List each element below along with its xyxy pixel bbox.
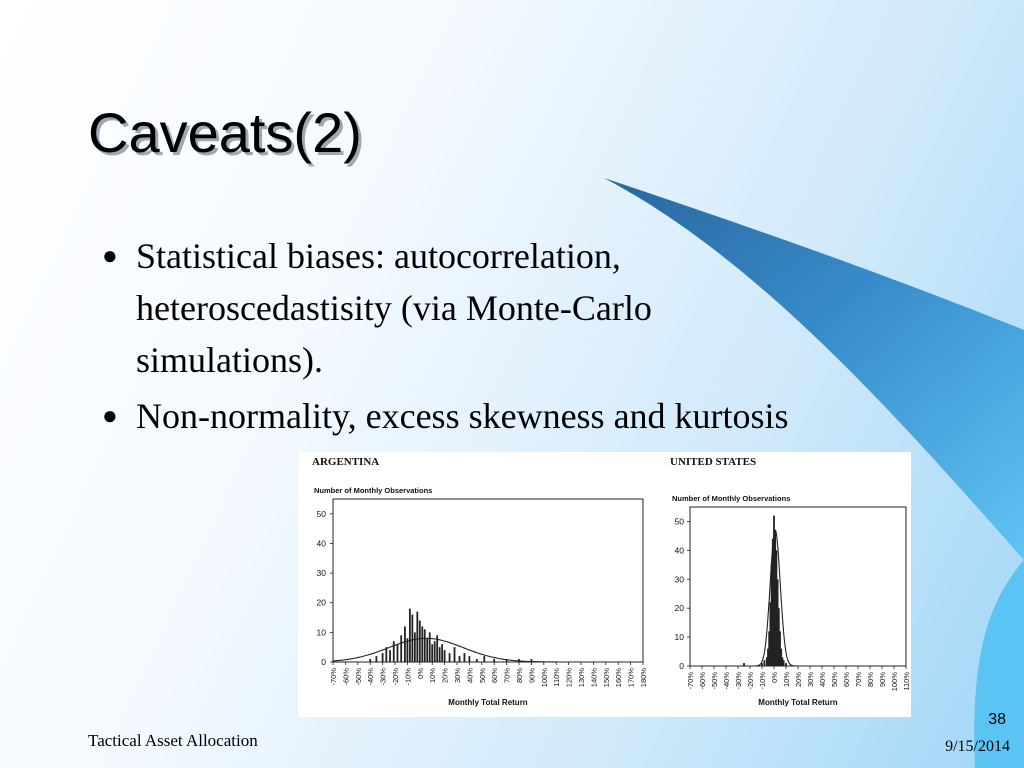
argentina-x-tick-label: -40% (366, 668, 376, 686)
united-states-x-tick-label: -20% (746, 672, 755, 690)
argentina-x-tick-label: 60% (490, 668, 500, 684)
argentina-histogram-bar (382, 653, 384, 662)
bullet-text: Statistical biases: autocorrelation, heteroscedastisity (via Monte-Carlo simulations). (136, 236, 652, 380)
bullet-list (100, 230, 1000, 446)
united-states-x-tick-label: 100% (890, 672, 899, 692)
united-states-x-tick-label: 70% (854, 672, 863, 688)
footer-date: 9/15/2014 (945, 738, 1010, 755)
argentina-histogram-bar (369, 659, 371, 662)
argentina-y-tick-label: 10 (316, 627, 326, 638)
argentina-histogram-bar (459, 656, 461, 662)
argentina-y-tick-label: 40 (316, 538, 326, 549)
argentina-histogram-bar (434, 641, 436, 662)
argentina-y-axis-label: Number of Monthly Observations (314, 486, 433, 495)
argentina-plot-frame (333, 499, 643, 662)
argentina-histogram-bar (441, 644, 443, 662)
slide-title: Caveats(2) (88, 101, 362, 164)
argentina-histogram-bar (439, 647, 441, 662)
argentina-x-tick-label: -60% (341, 668, 351, 686)
argentina-histogram-bar (397, 644, 399, 662)
united-states-x-tick-label: 20% (794, 672, 803, 688)
argentina-histogram-bar (483, 656, 485, 662)
bullet-dot-icon: ● (102, 241, 118, 270)
argentina-x-tick-label: 70% (502, 668, 512, 684)
argentina-x-tick-label: -50% (353, 668, 363, 686)
argentina-x-tick-label: 30% (453, 668, 462, 684)
argentina-x-tick-label: 100% (539, 668, 549, 688)
united-states-x-tick-label: 10% (782, 672, 791, 688)
united-states-y-tick-label: 0 (679, 661, 684, 671)
united-states-x-axis-label: Monthly Total Return (758, 698, 838, 707)
argentina-x-tick-label: -30% (378, 668, 388, 686)
united-states-histogram-bar (764, 660, 766, 666)
united-states-x-tick-label: 30% (806, 672, 815, 688)
argentina-x-tick-label: -10% (403, 668, 413, 686)
united-states-histogram-bar (783, 660, 785, 666)
argentina-x-tick-label: 90% (527, 668, 537, 684)
united-states-histogram-bar (785, 663, 787, 666)
argentina-x-tick-label: -20% (391, 668, 400, 686)
argentina-histogram-bar (414, 632, 416, 662)
argentina-y-tick-label: 0 (321, 657, 326, 667)
argentina-y-tick-label: 20 (316, 597, 326, 608)
argentina-x-tick-label: -70% (329, 668, 338, 686)
argentina-x-tick-label: 140% (589, 668, 599, 688)
argentina-histogram-bar (476, 659, 478, 662)
argentina-histogram-bar (444, 650, 446, 662)
united-states-x-tick-label: -60% (698, 672, 707, 690)
united-states-x-tick-label: 60% (842, 672, 851, 688)
histogram-figure-svg (298, 452, 911, 717)
argentina-histogram-bar (431, 644, 433, 662)
argentina-histogram-bar (493, 659, 495, 662)
argentina-histogram-bar (376, 656, 378, 662)
argentina-x-tick-label: 160% (614, 668, 624, 688)
argentina-x-tick-label: 110% (552, 668, 562, 687)
argentina-x-tick-label: 0% (415, 668, 425, 679)
bullet-text: Non-normality, excess skewness and kurtosis (136, 396, 789, 436)
united-states-x-tick-label: -30% (734, 672, 743, 690)
argentina-histogram-bar (416, 612, 418, 662)
united-states-x-tick-label: 40% (818, 672, 827, 688)
united-states-x-tick-label: 110% (902, 672, 911, 691)
united-states-x-tick-label: -50% (710, 672, 719, 690)
argentina-histogram-bar (421, 626, 423, 662)
argentina-histogram-bar (411, 615, 413, 662)
argentina-histogram-bar (389, 650, 391, 662)
argentina-x-tick-label: 10% (428, 668, 438, 684)
argentina-histogram-bar (409, 609, 411, 662)
argentina-y-tick-label: 30 (316, 568, 326, 579)
united-states-plot-frame (690, 507, 906, 666)
argentina-histogram-bar (404, 626, 406, 662)
argentina-histogram-bar (429, 632, 431, 662)
united-states-x-tick-label: -40% (722, 672, 731, 690)
page-number: 38 (988, 711, 1006, 728)
argentina-chart-title: ARGENTINA (312, 456, 380, 468)
argentina-x-tick-label: 150% (601, 668, 611, 688)
united-states-x-tick-label: -10% (758, 672, 767, 690)
argentina-x-tick-label: 50% (477, 668, 487, 684)
argentina-histogram-bar (407, 638, 409, 662)
united-states-histogram-bar (743, 663, 745, 666)
footer-title: Tactical Asset Allocation (88, 731, 258, 750)
argentina-histogram-bar (454, 647, 456, 662)
argentina-x-tick-label: 20% (440, 668, 450, 684)
united-states-chart-title: UNITED STATES (670, 456, 757, 468)
united-states-y-tick-label: 50 (674, 516, 684, 527)
argentina-x-tick-label: 180% (639, 668, 648, 688)
united-states-x-tick-label: -70% (686, 672, 695, 690)
united-states-y-tick-label: 10 (674, 632, 684, 643)
argentina-x-tick-label: 170% (626, 668, 636, 688)
histogram-figure (298, 452, 911, 717)
argentina-histogram-bar (393, 641, 395, 662)
argentina-histogram-bar (449, 653, 451, 662)
argentina-histogram-bar (400, 635, 402, 662)
argentina-y-tick-label: 50 (316, 508, 326, 519)
bullet-item (100, 230, 1000, 386)
united-states-y-tick-label: 40 (674, 545, 684, 556)
argentina-x-axis-label: Monthly Total Return (448, 698, 528, 707)
united-states-x-tick-label: 90% (878, 672, 887, 688)
united-states-y-tick-label: 30 (674, 574, 684, 585)
united-states-x-tick-label: 80% (866, 672, 875, 688)
united-states-x-tick-label: 0% (770, 672, 779, 683)
argentina-histogram-bar (469, 656, 471, 662)
argentina-histogram-bar (424, 629, 426, 662)
argentina-x-tick-label: 40% (465, 668, 475, 684)
united-states-y-tick-label: 20 (674, 603, 684, 614)
argentina-histogram-bar (464, 653, 466, 662)
argentina-histogram-bar (426, 638, 428, 662)
bullet-item (100, 390, 1000, 442)
argentina-x-tick-label: 130% (577, 668, 586, 688)
argentina-histogram-bar (419, 621, 421, 662)
argentina-x-tick-label: 120% (564, 668, 574, 688)
bullet-dot-icon: ● (102, 401, 118, 430)
argentina-x-tick-label: 80% (515, 668, 524, 684)
united-states-y-axis-label: Number of Monthly Observations (672, 494, 791, 503)
united-states-x-tick-label: 50% (830, 672, 839, 688)
